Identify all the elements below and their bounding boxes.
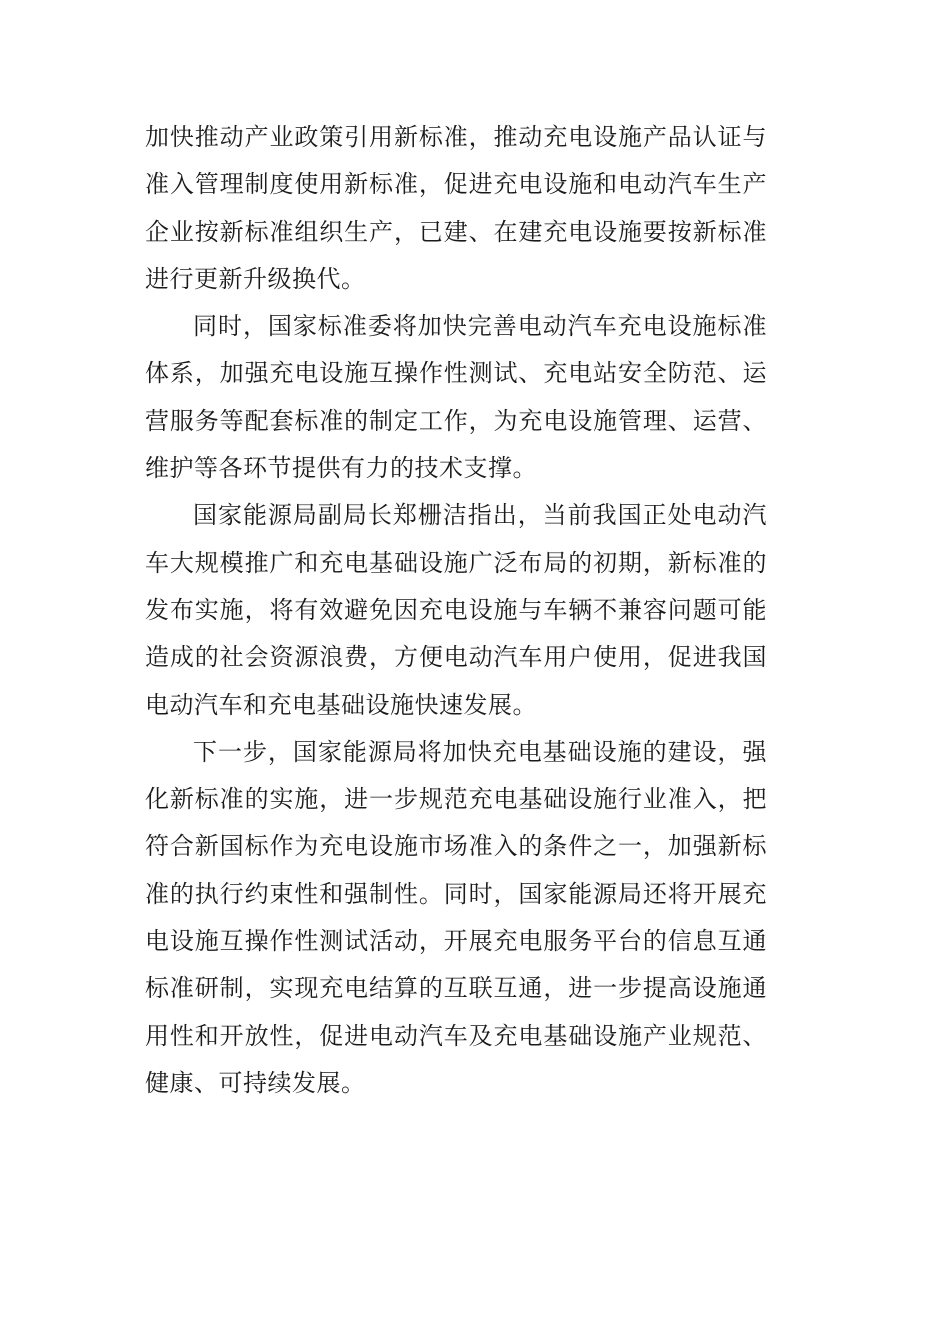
paragraph-energy-bureau-remarks: 国家能源局副局长郑栅洁指出，当前我国正处电动汽车大规模推广和充电基础设施广泛布局的初期，新标准的发布实施，将有效避免因充电设施与车辆不兼容问题可能造成的社会资源浪费，方便电动汽车用户使用，促进我国电动汽车和充电基础设施快速发展。 <box>145 501 767 719</box>
document-body <box>145 114 767 1107</box>
paragraph-standards-committee: 同时，国家标准委将加快完善电动汽车充电设施标准体系，加强充电设施互操作性测试、充电站安全防范、运营服务等配套标准的制定工作，为充电设施管理、运营、维护等各环节提供有力的技术支撑。 <box>145 312 767 483</box>
paragraph-continued: 加快推动产业政策引用新标准，推动充电设施产品认证与准入管理制度使用新标准，促进充电设施和电动汽车生产企业按新标准组织生产，已建、在建充电设施要按新标准进行更新升级换代。 <box>145 123 767 293</box>
paragraph-next-steps: 下一步，国家能源局将加快充电基础设施的建设，强化新标准的实施，进一步规范充电基础设施行业准入，把符合新国标作为充电设施市场准入的条件之一，加强新标准的执行约束性和强制性。同时，国家能源局还将开展充电设施互操作性测试活动，开展充电服务平台的信息互通标准研制，实现充电结算的互联互通，进一步提高设施通用性和开放性，促进电动汽车及充电基础设施产业规范、健康、可持续发展。 <box>145 737 767 1097</box>
